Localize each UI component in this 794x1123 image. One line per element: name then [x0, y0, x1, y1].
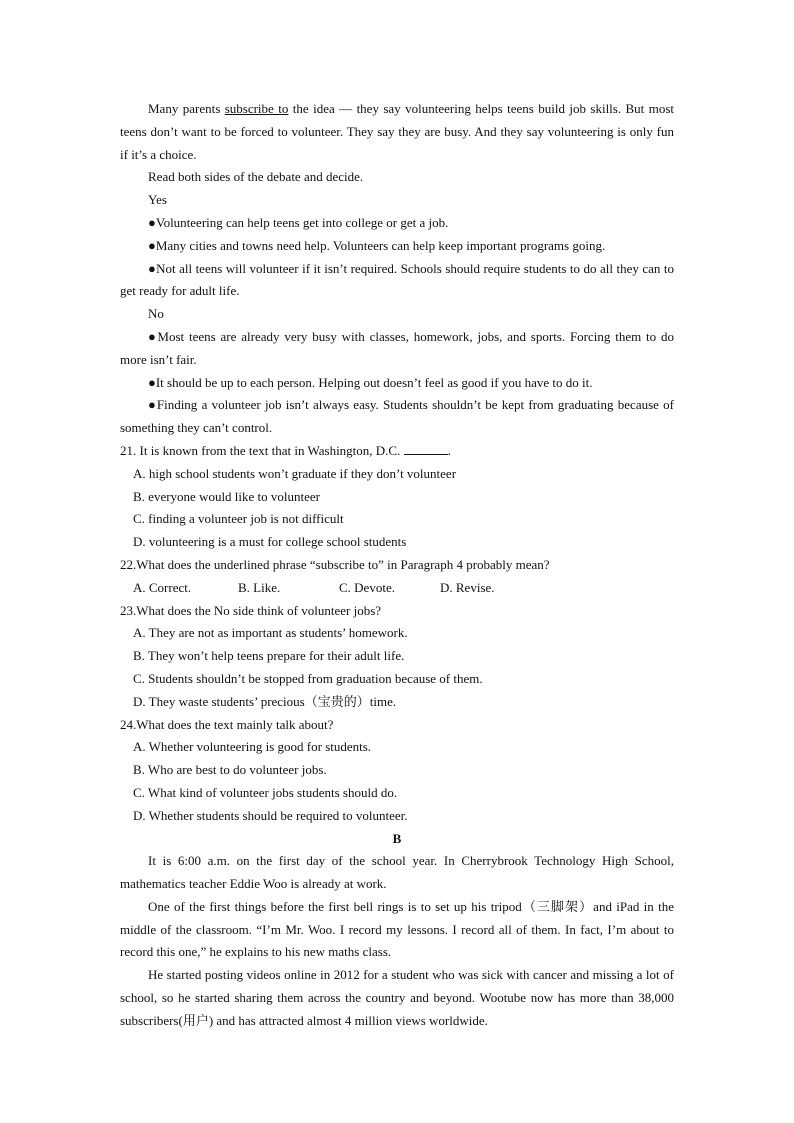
answer-blank — [404, 442, 448, 455]
option-21-c: C. finding a volunteer job is not difficult — [133, 511, 344, 527]
document-page — [120, 98, 674, 1033]
option-23-b: B. They won’t help teens prepare for their adult life. — [133, 648, 405, 664]
option-24-c: C. What kind of volunteer jobs students should do. — [133, 784, 398, 800]
paragraph-intro: Many parents subscribe to the idea — they say volunteering helps teens build job skills. But most teens don’t want to be forced to volunteer. They say they are busy. And they say volunteering is only fun if it’s a choice. — [120, 101, 674, 162]
question-23: 23.What does the No side think of volunteer jobs? — [120, 602, 382, 618]
question-21: 21. It is known from the text that in Washington, D.C. . — [120, 442, 451, 458]
yes-point: ●Not all teens will volunteer if it isn’t required. Schools should require students to do all they can to get ready for adult life. — [120, 260, 674, 299]
option-22-a: A. Correct. — [133, 579, 192, 595]
no-point: ●Most teens are already very busy with classes, homework, jobs, and sports. Forcing them to do more isn’t fair. — [120, 328, 674, 367]
option-24-d: D. Whether students should be required to volunteer. — [133, 807, 408, 823]
option-22-d: D. Revise. — [440, 579, 495, 595]
no-point: ●Finding a volunteer job isn’t always easy. Students shouldn’t be kept from graduating because of something they can’t control. — [120, 397, 674, 436]
option-22-b: B. Like. — [238, 579, 281, 595]
options-22 — [120, 577, 674, 600]
no-heading: No — [148, 306, 164, 322]
yes-point: ●Volunteering can help teens get into college or get a job. — [148, 214, 449, 230]
passage-b-paragraph: It is 6:00 a.m. on the first day of the school year. In Cherrybrook Technology High School, mathematics teacher Eddie Woo is already at work. — [120, 853, 674, 892]
section-heading-b: B — [392, 830, 402, 846]
option-21-b: B. everyone would like to volunteer — [133, 488, 321, 504]
option-23-c: C. Students shouldn’t be stopped from graduation because of them. — [133, 670, 483, 686]
yes-point: ●Many cities and towns need help. Volunteers can help keep important programs going. — [148, 237, 606, 253]
yes-heading: Yes — [148, 192, 167, 208]
no-point: ●It should be up to each person. Helping out doesn’t feel as good if you have to do it. — [148, 374, 593, 390]
option-21-d: D. volunteering is a must for college school students — [133, 534, 407, 550]
option-22-c: C. Devote. — [339, 579, 395, 595]
option-23-a: A. They are not as important as students’ homework. — [133, 625, 408, 641]
underlined-phrase: subscribe to — [224, 101, 289, 116]
passage-b-paragraph: One of the first things before the first bell rings is to set up his tripod（三脚架）and iPad in the middle of the classroom. “I’m Mr. Woo. I record my lessons. I record all of them. In fact, I’m about to record this one,” he explains to his new maths class. — [120, 898, 674, 960]
debate-instruction: Read both sides of the debate and decide. — [148, 169, 364, 185]
question-24: 24.What does the text mainly talk about? — [120, 716, 334, 732]
question-22: 22.What does the underlined phrase “subscribe to” in Paragraph 4 probably mean? — [120, 556, 550, 572]
option-23-d: D. They waste students’ precious（宝贵的）time. — [133, 693, 397, 709]
option-24-b: B. Who are best to do volunteer jobs. — [133, 762, 327, 778]
option-24-a: A. Whether volunteering is good for students. — [133, 739, 372, 755]
passage-b-paragraph: He started posting videos online in 2012 for a student who was sick with cancer and missing a lot of school, so he started sharing them across the country and beyond. Wootube now has more than 38,000 subscribers(用户) and has attracted almost 4 million views worldwide. — [120, 967, 674, 1028]
option-21-a: A. high school students won’t graduate if they don’t volunteer — [133, 465, 457, 481]
